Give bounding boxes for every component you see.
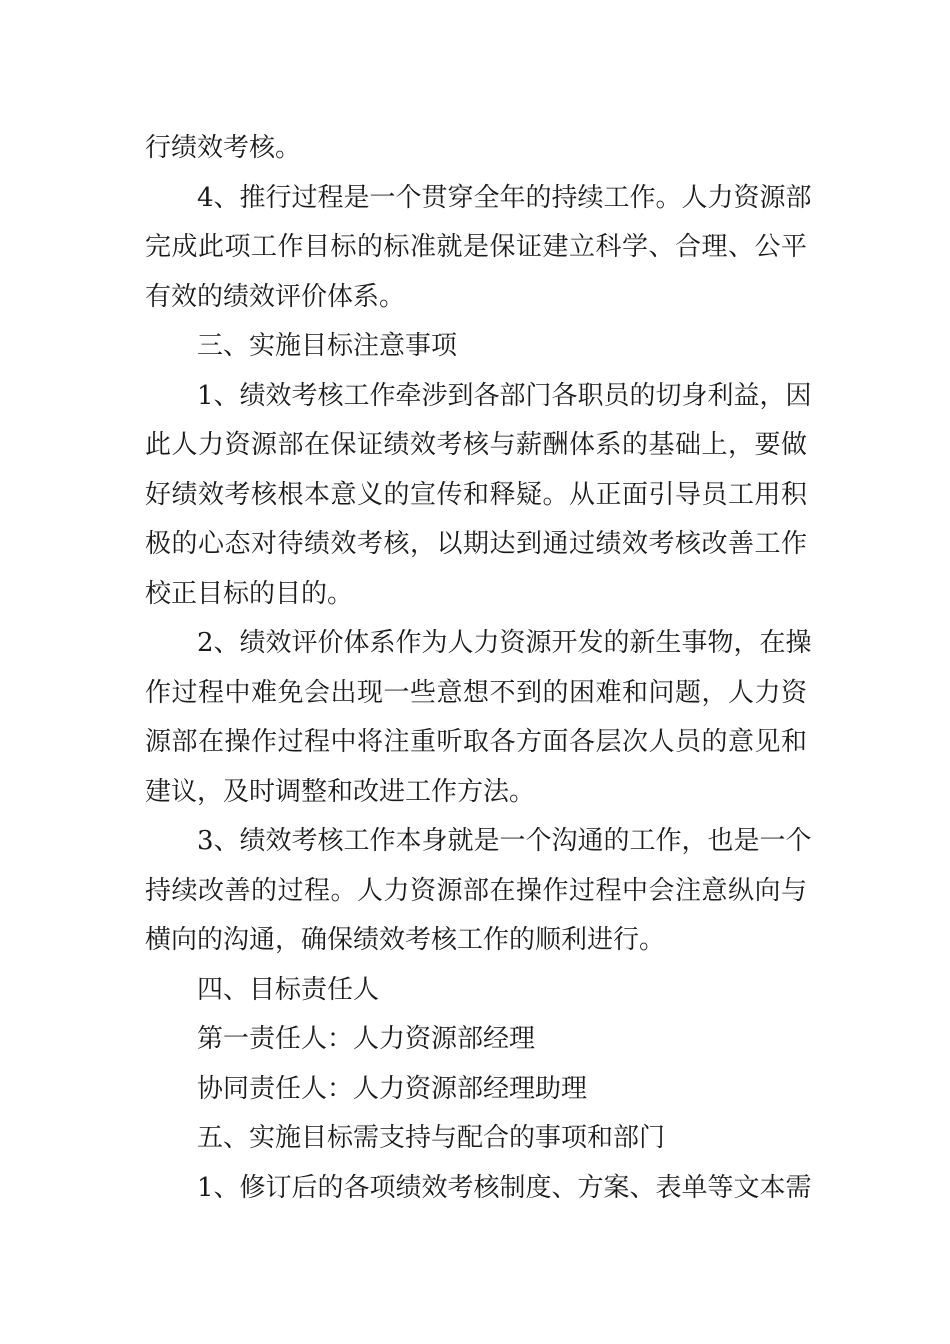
document-line: 持续改善的过程。人力资源部在操作过程中会注意纵向与	[145, 875, 807, 906]
document-line: 协同责任人：人力资源部经理助理	[197, 1073, 588, 1104]
document-line: 横向的沟通，确保绩效考核工作的顺利进行。	[145, 925, 666, 955]
document-line: 四、目标责任人	[197, 974, 380, 1005]
document-line: 1、修订后的各项绩效考核制度、方案、表单等文本需	[197, 1172, 812, 1203]
document-line: 此人力资源部在保证绩效考核与薪酬体系的基础上，要做	[145, 430, 807, 460]
document-body	[145, 124, 812, 1213]
document-line: 4、推行过程是一个贯穿全年的持续工作。人力资源部	[197, 182, 812, 213]
document-line: 建议，及时调整和改进工作方法。	[145, 776, 536, 807]
document-line: 源部在操作过程中将注重听取各方面各层次人员的意见和	[145, 727, 807, 757]
document-line: 三、实施目标注意事项	[197, 331, 458, 361]
document-line: 完成此项工作目标的标准就是保证建立科学、合理、公平	[145, 232, 807, 262]
document-line: 校正目标的目的。	[145, 578, 354, 609]
document-line: 第一责任人：人力资源部经理	[197, 1024, 536, 1054]
document-line: 好绩效考核根本意义的宣传和释疑。从正面引导员工用积	[145, 479, 807, 510]
document-line: 五、实施目标需支持与配合的事项和部门	[197, 1123, 666, 1153]
document-line: 极的心态对待绩效考核，以期达到通过绩效考核改善工作	[145, 529, 807, 559]
document-line: 3、绩效考核工作本身就是一个沟通的工作，也是一个	[197, 826, 812, 856]
document-line: 有效的绩效评价体系。	[145, 281, 406, 312]
document-line: 2、绩效评价体系作为人力资源开发的新生事物，在操	[197, 628, 812, 658]
document-line: 行绩效考核。	[145, 133, 302, 163]
document-line: 作过程中难免会出现一些意想不到的困难和问题，人力资	[145, 677, 807, 708]
document-line: 1、绩效考核工作牵涉到各部门各职员的切身利益，因	[197, 380, 812, 411]
